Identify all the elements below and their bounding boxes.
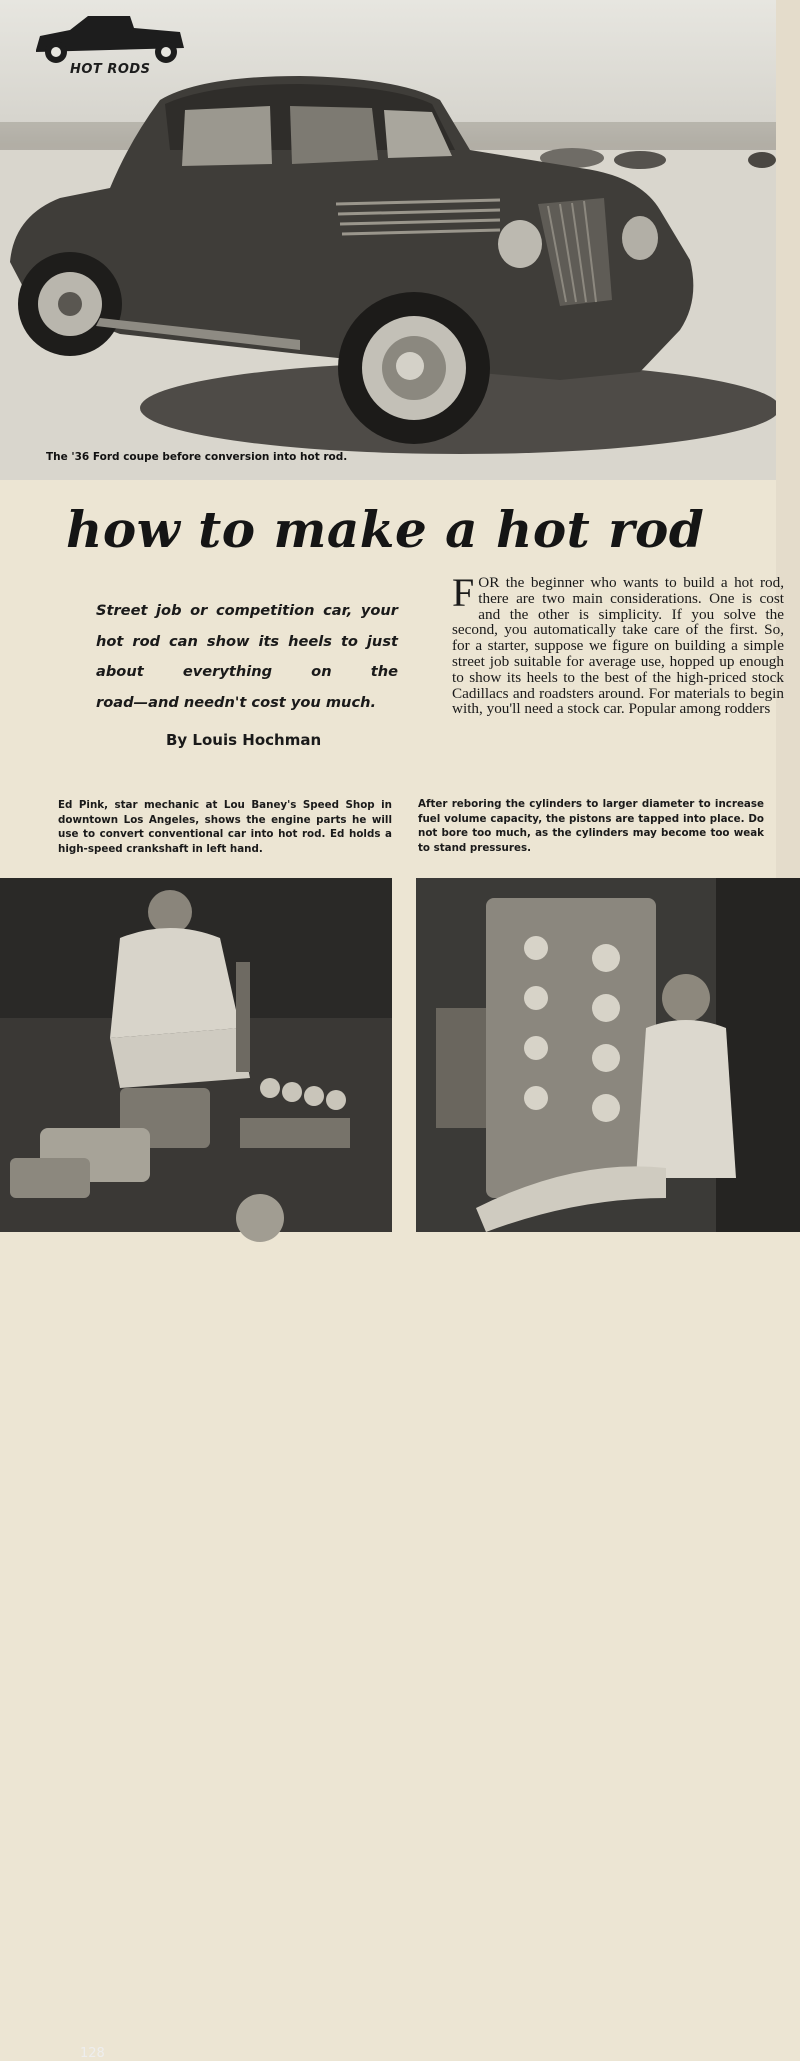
photo-caption-right: After reboring the cylinders to larger diameter to increase fuel volume capacity, the pistons are tapped into place. Do not bore too much, as the cylinders may become too weak to stand pressures. — [418, 798, 764, 854]
byline: By Louis Hochman — [166, 731, 322, 749]
page-number: 128 — [80, 2046, 105, 2061]
article-headline: how to make a hot rod — [66, 500, 705, 559]
section-label: HOT RODS — [70, 62, 151, 77]
hero-photo — [0, 0, 776, 480]
photo-caption-left: Ed Pink, star mechanic at Lou Baney's Speed Shop in downtown Los Angeles, shows the engine parts he will use to convert conventional car into hot rod. Ed holds a high-speed crankshaft in left hand. — [58, 799, 392, 855]
photo-illustration-left — [0, 878, 392, 1232]
dek-line: road—and needn't cost you much. — [96, 693, 377, 711]
dek-line: to just about everything on the — [96, 632, 398, 680]
photo-illustration-right — [416, 878, 800, 1232]
drop-cap: F — [452, 570, 475, 615]
hero-photo-caption: The '36 Ford coupe before conversion into hot rod. — [46, 451, 348, 463]
piston-installation-photo — [416, 878, 800, 1232]
article-dek — [96, 596, 398, 718]
article-body — [452, 570, 784, 718]
dek-line: Street job or competition car, — [96, 602, 353, 619]
body-paragraph: OR the beginner who wants to build a hot rod, there are two main considerations. One is cost and the other is simplicity. If you solve the second, you automatically take care of the first. So, for a starter, suppose we figure on building a simple street job suitable for average use, hopped up enough to show its heels to the best of the high-priced stock Cadillacs and roadsters around. For materials to begin with, you'll need a stock car. Popular among rodders — [452, 574, 784, 718]
mechanic-engine-parts-photo — [0, 878, 392, 2061]
dek-line: your hot rod can show its heels — [96, 602, 398, 650]
hot-rod-car-icon — [30, 10, 190, 62]
